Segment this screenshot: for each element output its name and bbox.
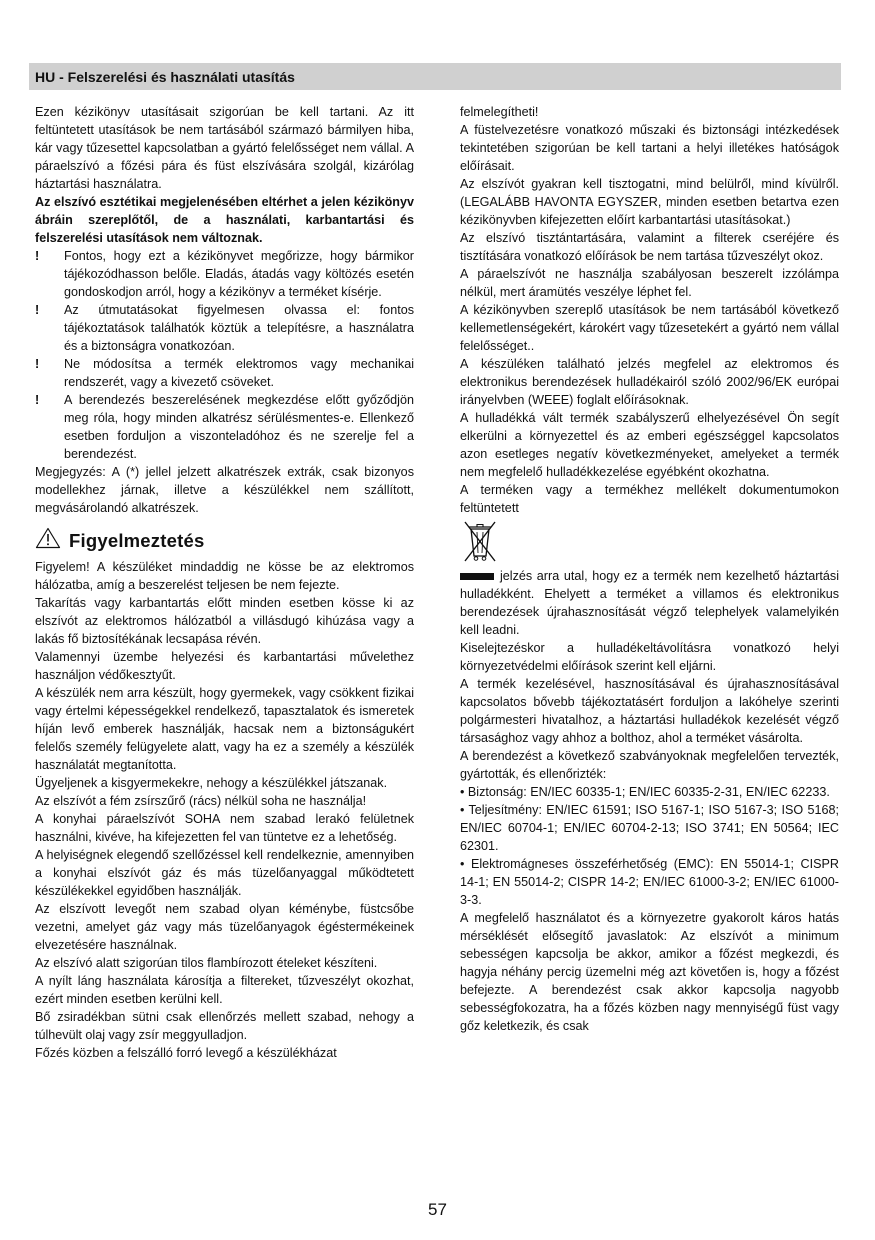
- warning-paragraph: A nyílt láng használata károsítja a filtereket, tűzveszélyt okozhat, ezért minden esetben kerülni kell.: [35, 974, 414, 1006]
- standards-item: • Teljesítmény: EN/IEC 61591; ISO 5167-1; ISO 5167-3; ISO 5168; EN/IEC 60704-1; EN/IEC 60704-2-13; ISO 3741; EN 50564; IEC 62301.: [460, 803, 839, 853]
- weee-text: jelzés arra utal, hogy ez a termék nem kezelhető háztartási hulladékként. Ehelyett a terméket a villamos és elektronikus berendezések újrahasznosítását végző telephelyek valamelyikén kell leadni.: [460, 569, 839, 637]
- weee-paragraph: [460, 567, 839, 639]
- right-paragraph: A készüléken található jelzés megfelel az elektromos és elektronikus berendezések hulladékairól szóló 2002/96/EK európai irányelvben (WEEE) foglalt előírásoknak.: [460, 357, 839, 407]
- bold-note-paragraph: [35, 193, 414, 247]
- right-paragraph: Az elszívó tisztántartására, valamint a filterek cseréjére és tisztítására vonatkozó előírások be nem tartása tűzveszélyt okoz.: [460, 231, 839, 263]
- warning-paragraph: Ügyeljenek a kisgyermekekre, nehogy a készülékkel játszanak.: [35, 776, 388, 790]
- intro-paragraph: Ezen kézikönyv utasításait szigorúan be kell tartani. Az itt feltüntetett utasítások be nem tartásából származó bármilyen hiba, kár vagy tűzesettel kapcsolatban a gyártó felelősséget nem vállal. A páraelszívó a főzési pára és füst elszívására szolgál, kizárólag háztartási használatra.: [35, 105, 414, 191]
- black-bar-icon: [460, 573, 494, 580]
- exclamation-icon: !: [35, 249, 40, 263]
- right-paragraph: A termék kezelésével, hasznosításával és újrahasznosításával kapcsolatos bővebb tájékoztatásért forduljon a lakóhelye szerinti polgármesteri hivatalhoz, a háztartási hulladékok kezelését végző társasághoz vagy ahhoz a bolthoz, ahol a terméket vásárolta.: [460, 677, 839, 745]
- page-number: 57: [428, 1200, 447, 1219]
- warning-paragraph: A konyhai páraelszívót SOHA nem szabad lerakó felületnek használni, kivéve, ha kifejezetten fel van tüntetve ez a lehetőség.: [35, 812, 414, 844]
- right-paragraph: A kézikönyvben szereplő utasítások be nem tartásából következő kellemetlenségekért, károkért vagy tűzesetekért a gyártó nem vállal felelősséget..: [460, 303, 839, 353]
- right-column: [460, 103, 839, 1035]
- warning-paragraph: Takarítás vagy karbantartás előtt minden esetben kösse ki az elszívót az elektromos hálózatból a villásdugó kihúzása vagy a lakás fő biztosítékának lecsapása révén.: [35, 596, 414, 646]
- bold-note-end: .: [259, 231, 263, 245]
- standards-item: • Biztonság: EN/IEC 60335-1; EN/IEC 60335-2-31, EN/IEC 62233.: [460, 785, 830, 799]
- warning-paragraph: A helyiségnek elegendő szellőzéssel kell rendelkeznie, amennyiben a konyhai elszívót gáz és más tüzelőanyaggal működtetett készülékekkel egyidőben használják.: [35, 848, 414, 898]
- right-paragraph: A berendezést a következő szabványoknak megfelelően tervezték, gyártották, és ellenőrizték:: [460, 749, 839, 781]
- right-paragraph: A megfelelő használatot és a környezetre gyakorolt káros hatás mérséklését elősegítő javaslatok: Az elszívót a minimum sebességen kapcsolja be akkor, amikor a főzést megkezdi, és hagyja néhány percig üzemelni még azt követően is, hogy a főzést befejezte. A berendezést csak akkor kapcsolja nagyobb sebességfokozatra, ha a főzés közben nagy mennyiségű füst vagy gőz keletkezik, és csak: [460, 911, 839, 1033]
- bullet-text: Ne módosítsa a termék elektromos vagy mechanikai rendszerét, vagy a kivezető csöveket.: [64, 357, 414, 389]
- section-header-bar: [29, 63, 841, 90]
- bold-note-text: Az elszívó esztétikai megjelenésében eltérhet a jelen kézikönyv ábráin szereplőtől, de a használati, karbantartási és felszerelési utasítások nem változnak: [35, 195, 414, 245]
- right-paragraph: felmelegítheti!: [460, 105, 539, 119]
- warning-paragraph: Bő zsiradékban sütni csak ellenőrzés mellett szabad, nehogy a túlhevült olaj vagy zsír meggyulladjon.: [35, 1010, 414, 1042]
- bullet-text: Az útmutatásokat figyelmesen olvassa el: fontos tájékoztatások találhatók köztük a telepítésre, a használatra és a biztonságra vonatkozóan.: [64, 303, 414, 353]
- bullet-item: [35, 391, 414, 463]
- right-paragraph: A terméken vagy a termékhez mellékelt dokumentumokon feltüntetett: [460, 483, 839, 515]
- section-title: HU - Felszerelési és használati utasítás: [35, 69, 295, 85]
- exclamation-icon: !: [35, 393, 40, 407]
- warning-title: Figyelmeztetés: [69, 529, 205, 551]
- warning-paragraph: Figyelem! A készüléket mindaddig ne kösse be az elektromos hálózatba, amíg a beszerelést teljesen be nem fejezte.: [35, 560, 414, 592]
- right-paragraph: A füstelvezetésre vonatkozó műszaki és biztonsági intézkedések tekintetében szigorúan be kell tartani a helyi illetékes hatóságok előírásait.: [460, 123, 839, 173]
- warning-paragraph: Az elszívót a fém zsírszűrő (rács) nélkül soha ne használja!: [35, 794, 367, 808]
- right-paragraph: Az elszívót gyakran kell tisztogatni, mind belülről, mind kívülről. (LEGALÁBB HAVONTA EGYSZER, minden esetben betartva ezen kézikönyvben kifejezetten előírt karbantartási utasításokat.): [460, 177, 839, 227]
- warning-paragraph: Az elszívott levegőt nem szabad olyan kéménybe, füstcsőbe vezetni, amelyet gáz vagy más tüzelőanyagok égéstermékeinek elvezetésére használnak.: [35, 902, 414, 952]
- right-paragraph: Kiselejtezéskor a hulladékeltávolításra vonatkozó helyi környezetvédelmi előírások szerint kell eljárni.: [460, 641, 839, 673]
- exclamation-icon: !: [35, 303, 40, 317]
- bullet-item: [35, 247, 414, 301]
- note-paragraph: Megjegyzés: A (*) jellel jelzett alkatrészek extrák, csak bizonyos modellekhez járnak, illetve a készülékkel nem szállított, megvásárolandó alkatrészek.: [35, 465, 414, 515]
- warning-paragraph: A készülék nem arra készült, hogy gyermekek, vagy csökkent fizikai vagy értelmi képességekkel rendelkező, tapasztalatok és ismeretek híján levő emberek használják, hacsak nem a biztonságukért felelős személy felügyelete alatt, vagy ha ez a személy a készülék használatát megtanította.: [35, 686, 414, 772]
- bullet-text: A berendezés beszerelésének megkezdése előtt győződjön meg róla, hogy minden alkatrész sérülésmentes-e. Ellenkező esetben forduljon a viszonteladóhoz és ne szerelje fel a berendezést.: [64, 393, 414, 461]
- warning-paragraph: Az elszívó alatt szigorúan tilos flambírozott ételeket készíteni.: [35, 956, 378, 970]
- bullet-item: [35, 301, 414, 355]
- standards-item: • Elektromágneses összeférhetőség (EMC): EN 55014-1; CISPR 14-1; EN 55014-2; CISPR 14-2; EN/IEC 61000-3-2; EN/IEC 61000-3-3.: [460, 857, 839, 907]
- bullet-text: Fontos, hogy ezt a kézikönyvet megőrizze, hogy bármikor tájékozódhasson belőle. Eladás, átadás vagy költözés esetén gondoskodjon arról, hogy a kézikönyv a terméket kísérje.: [64, 249, 414, 299]
- weee-symbol: [460, 517, 839, 567]
- warning-heading: [35, 527, 414, 554]
- warning-triangle-icon: [35, 527, 61, 554]
- crossed-bin-icon: [460, 552, 500, 566]
- bullet-item: [35, 355, 414, 391]
- right-paragraph: A páraelszívót ne használja szabályosan beszerelt izzólámpa nélkül, mert áramütés veszélye léphet fel.: [460, 267, 839, 299]
- right-paragraph: A hulladékká vált termék szabályszerű elhelyezésével Ön segít elkerülni a környezettel és az emberi egészséggel kapcsolatos azon esetleges negatív következményeket, amelyeket a termék nem megfelelő hulladékkezelése egyébként okozhatna.: [460, 411, 839, 479]
- warning-paragraph: Valamennyi üzembe helyezési és karbantartási művelethez használjon védőkesztyűt.: [35, 650, 414, 682]
- left-column: [35, 103, 414, 1062]
- exclamation-icon: !: [35, 357, 40, 371]
- warning-paragraph: Főzés közben a felszálló forró levegő a készülékházat: [35, 1046, 337, 1060]
